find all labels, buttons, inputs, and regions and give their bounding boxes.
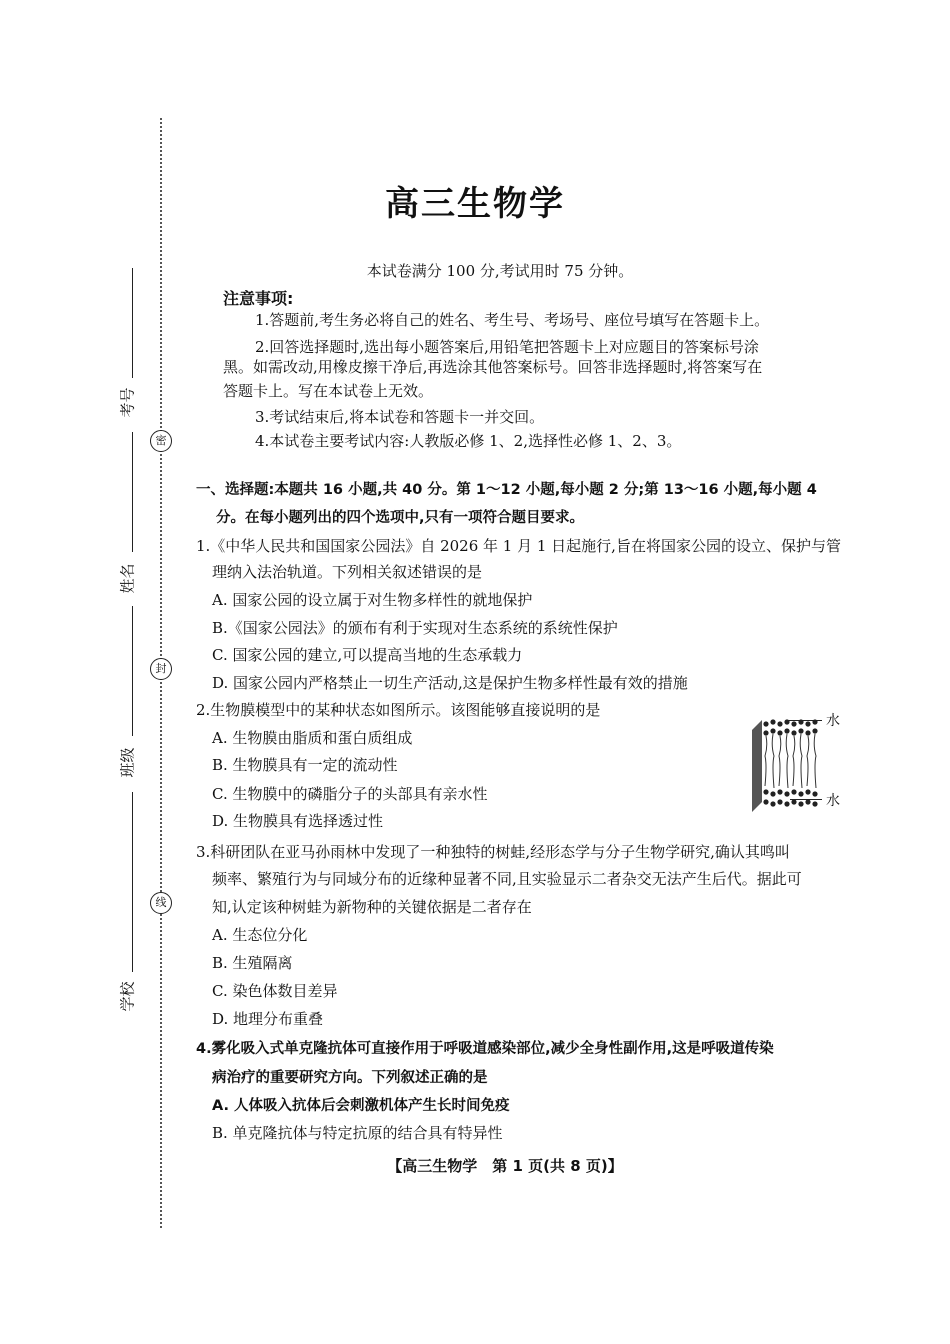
notice-line: 3.考试结束后,将本试卷和答题卡一并交回。 <box>255 408 545 426</box>
question-1-option-d: D. 国家公园内严格禁止一切生产活动,这是保护生物多样性最有效的措施 <box>212 674 688 692</box>
notice-line: 1.答题前,考生务必将自己的姓名、考生号、考场号、座位号填写在答题卡上。 <box>255 311 770 329</box>
seal-xian: 线 <box>150 892 172 914</box>
question-1-option-a: A. 国家公园的设立属于对生物多样性的就地保护 <box>212 591 533 609</box>
question-2-option-d: D. 生物膜具有选择透过性 <box>212 812 384 830</box>
notice-line: 黑。如需改动,用橡皮擦干净后,再选涂其他答案标号。回答非选择题时,将答案写在 <box>223 358 763 376</box>
question-3-stem: 3.科研团队在亚马孙雨林中发现了一种独特的树蛙,经形态学与分子生物学研究,确认其鸣叫 <box>196 843 790 861</box>
question-4-option-b: B. 单克隆抗体与特定抗原的结合具有特异性 <box>212 1124 503 1142</box>
question-1-option-c: C. 国家公园的建立,可以提高当地的生态承载力 <box>212 646 523 664</box>
notice-line: 答题卡上。写在本试卷上无效。 <box>223 382 434 400</box>
question-2-stem: 2.生物膜模型中的某种状态如图所示。该图能够直接说明的是 <box>196 701 601 719</box>
question-3-stem: 频率、繁殖行为与同域分布的近缘种显著不同,且实验显示二者杂交无法产生后代。据此可 <box>212 870 802 888</box>
section-heading: 分。在每小题列出的四个选项中,只有一项符合题目要求。 <box>216 510 585 526</box>
school-label: 学校 <box>118 981 137 1012</box>
notice-heading: 注意事项: <box>223 289 294 308</box>
class-label: 班级 <box>118 747 137 778</box>
water-pointer-bottom <box>790 799 822 800</box>
question-2-option-c: C. 生物膜中的磷脂分子的头部具有亲水性 <box>212 785 488 803</box>
question-1-stem: 理纳入法治轨道。下列相关叙述错误的是 <box>212 563 483 581</box>
seal-feng: 封 <box>150 658 172 680</box>
water-label-bottom: 水 <box>826 793 840 809</box>
page-footer: 【高三生物学 第 1 页(共 8 页)】 <box>387 1157 623 1175</box>
name-label: 姓名 <box>118 563 137 594</box>
question-4-option-a: A. 人体吸入抗体后会刺激机体产生长时间免疫 <box>212 1098 510 1114</box>
class-blank <box>132 606 133 736</box>
water-label-top: 水 <box>826 713 840 729</box>
question-4-stem: 4.雾化吸入式单克隆抗体可直接作用于呼吸道感染部位,减少全身性副作用,这是呼吸道传染 <box>196 1041 774 1057</box>
question-1-option-b: B.《国家公园法》的颁布有利于实现对生态系统的系统性保护 <box>212 619 618 637</box>
name-blank-upper <box>132 432 133 552</box>
school-blank <box>132 792 133 972</box>
exam-number-blank <box>132 268 133 378</box>
question-2-option-b: B. 生物膜具有一定的流动性 <box>212 756 398 774</box>
question-3-option-a: A. 生态位分化 <box>212 926 308 944</box>
phospholipid-bilayer-figure <box>752 716 822 812</box>
question-2-option-a: A. 生物膜由脂质和蛋白质组成 <box>212 729 413 747</box>
question-3-option-c: C. 染色体数目差异 <box>212 982 338 1000</box>
seal-mi: 密 <box>150 430 172 452</box>
water-pointer-top <box>786 720 822 721</box>
notice-line: 2.回答选择题时,选出每小题答案后,用铅笔把答题卡上对应题目的答案标号涂 <box>255 338 759 356</box>
question-3-option-b: B. 生殖隔离 <box>212 954 293 972</box>
question-3-option-d: D. 地理分布重叠 <box>212 1010 324 1028</box>
exam-info: 本试卷满分 100 分,考试用时 75 分钟。 <box>366 262 634 280</box>
page-title: 高三生物学 <box>385 184 565 224</box>
question-1-stem: 1.《中华人民共和国国家公园法》自 2026 年 1 月 1 日起施行,旨在将国家公园的设立、保护与管 <box>196 537 841 555</box>
question-3-stem: 知,认定该种树蛙为新物种的关键依据是二者存在 <box>212 898 532 916</box>
notice-line: 4.本试卷主要考试内容:人教版必修 1、2,选择性必修 1、2、3。 <box>255 432 682 450</box>
question-4-stem: 病治疗的重要研究方向。下列叙述正确的是 <box>212 1070 488 1086</box>
section-heading: 一、选择题:本题共 16 小题,共 40 分。第 1～12 小题,每小题 2 分;第 13～16 小题,每小题 4 <box>196 482 817 498</box>
exam-number-label: 考号 <box>118 387 137 418</box>
